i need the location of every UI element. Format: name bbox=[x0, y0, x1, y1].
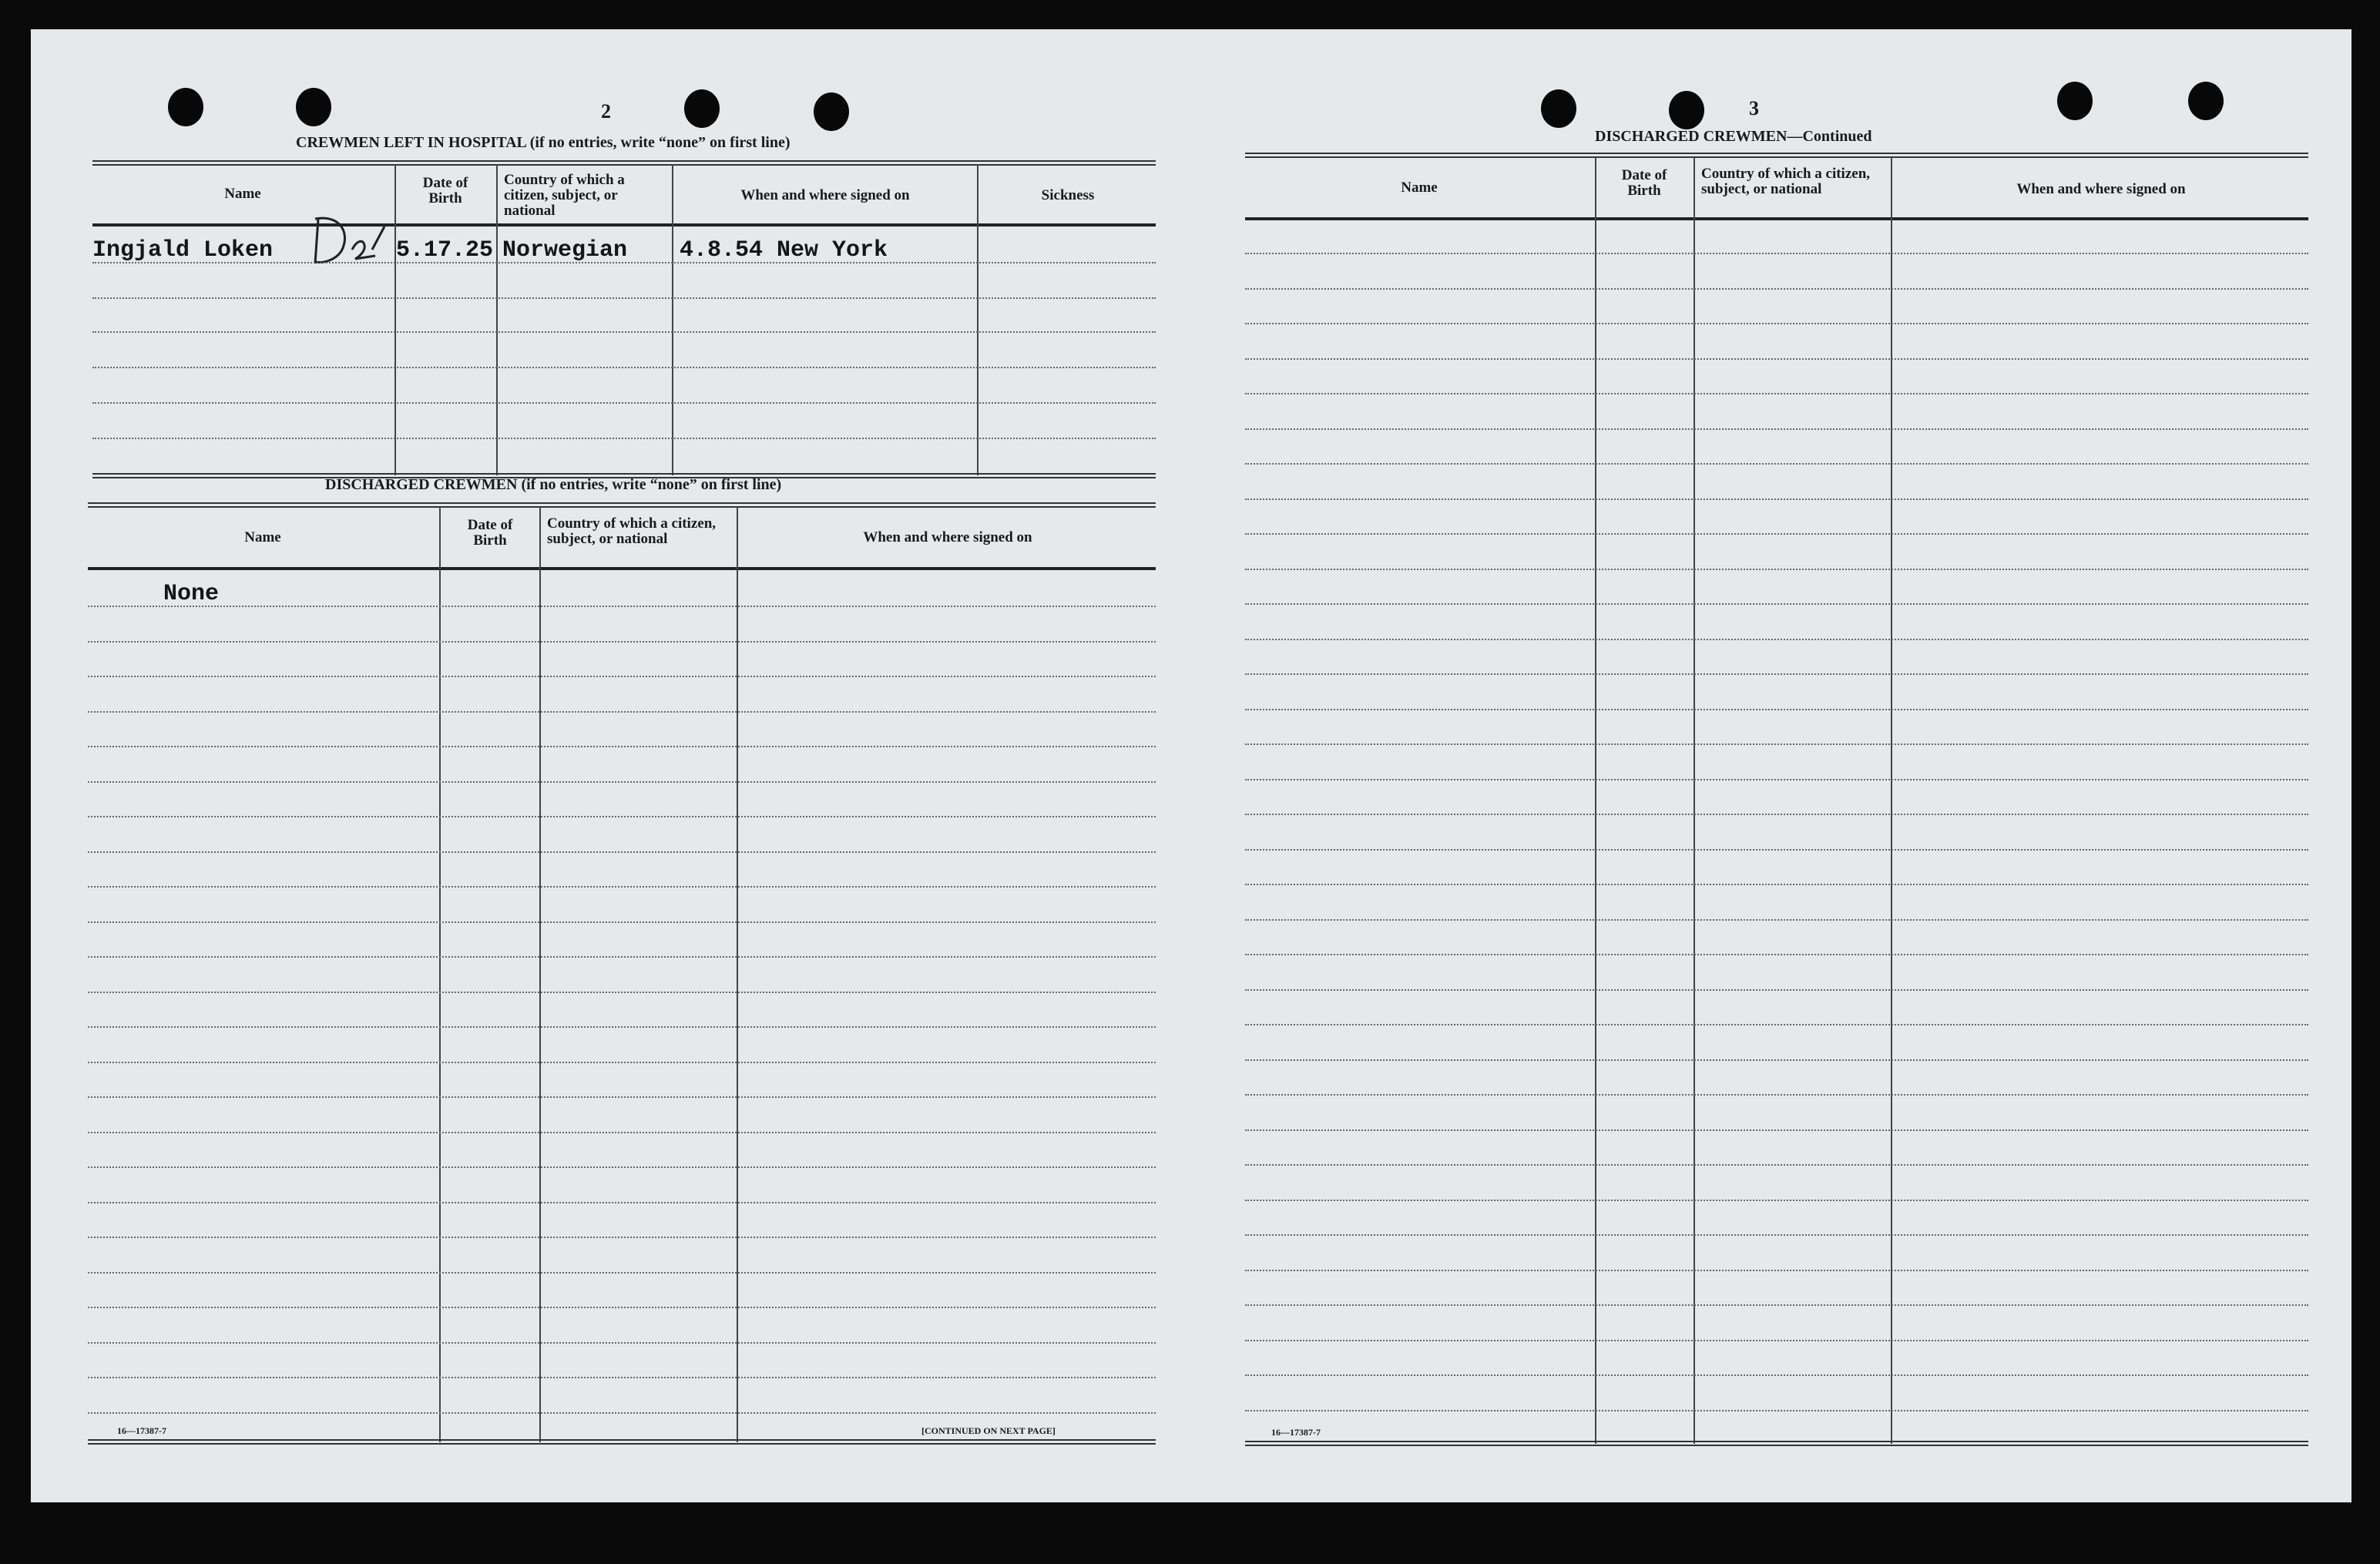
column-divider bbox=[394, 164, 396, 475]
row-line bbox=[88, 1412, 1156, 1414]
column-header-name: Name bbox=[244, 529, 281, 545]
column-divider bbox=[496, 164, 498, 475]
row-line bbox=[1245, 1129, 2308, 1131]
row-line bbox=[92, 402, 1156, 404]
form-number-left: 16—17387-7 bbox=[117, 1425, 166, 1436]
punch-hole bbox=[1541, 89, 1576, 128]
row-line bbox=[1245, 253, 2308, 254]
row-line bbox=[1245, 779, 2308, 780]
crewman-country: Norwegian bbox=[502, 237, 628, 263]
row-line bbox=[88, 781, 1156, 783]
table-bottom-rule bbox=[88, 1439, 1156, 1445]
row-line bbox=[92, 297, 1156, 299]
column-header-sickness: Sickness bbox=[1041, 187, 1095, 203]
row-line bbox=[1245, 533, 2308, 535]
row-line bbox=[1245, 1094, 2308, 1096]
row-line bbox=[88, 1026, 1156, 1028]
punch-hole bbox=[814, 92, 849, 131]
header-rule bbox=[1245, 217, 2308, 220]
column-divider bbox=[1595, 157, 1596, 1444]
column-divider bbox=[737, 507, 738, 1442]
row-line bbox=[88, 1237, 1156, 1238]
row-line bbox=[1245, 323, 2308, 324]
row-line bbox=[1245, 1374, 2308, 1376]
discharged-none-entry: None bbox=[163, 581, 220, 607]
discharged-section-title: DISCHARGED CREWMEN (if no entries, write “none” on first line) bbox=[325, 476, 782, 493]
column-header-country: Country of which a citizen, subject, or national bbox=[504, 172, 625, 219]
row-line bbox=[88, 1132, 1156, 1133]
row-line bbox=[1245, 358, 2308, 360]
row-line bbox=[1245, 1304, 2308, 1306]
row-line bbox=[1245, 1059, 2308, 1061]
row-line bbox=[1245, 1234, 2308, 1236]
row-line bbox=[1245, 884, 2308, 885]
row-line bbox=[92, 262, 1156, 263]
row-line bbox=[88, 1307, 1156, 1308]
row-line bbox=[92, 331, 1156, 333]
column-header-signed-on: When and where signed on bbox=[863, 529, 1032, 545]
row-line bbox=[88, 1062, 1156, 1063]
discharged-continued-title: DISCHARGED CREWMEN—Continued bbox=[1595, 128, 1872, 145]
row-line bbox=[88, 992, 1156, 993]
row-line bbox=[88, 1377, 1156, 1378]
column-header-country: Country of which a citizen, subject, or national bbox=[1701, 166, 1871, 197]
row-line bbox=[88, 1272, 1156, 1274]
row-line bbox=[1245, 393, 2308, 394]
crewman-date-of-birth: 5.17.25 bbox=[396, 237, 494, 263]
table-top-rule bbox=[92, 160, 1156, 166]
crewman-signed-on: 4.8.54 New York bbox=[680, 237, 888, 263]
table-bottom-rule bbox=[1245, 1441, 2308, 1446]
punch-hole bbox=[2057, 82, 2093, 120]
row-line bbox=[1245, 1410, 2308, 1411]
hospital-section-title: CREWMEN LEFT IN HOSPITAL (if no entries, write “none” on first line) bbox=[296, 134, 791, 151]
page-number-left: 2 bbox=[601, 100, 611, 123]
punch-hole bbox=[168, 88, 203, 126]
column-header-name: Name bbox=[1401, 180, 1438, 196]
row-line bbox=[1245, 743, 2308, 745]
column-divider bbox=[439, 507, 441, 1442]
row-line bbox=[92, 438, 1156, 439]
punch-hole bbox=[2188, 82, 2224, 120]
row-line bbox=[1245, 1164, 2308, 1166]
column-divider bbox=[1891, 157, 1892, 1444]
row-line bbox=[1245, 814, 2308, 815]
row-line bbox=[88, 676, 1156, 677]
row-line bbox=[1245, 919, 2308, 921]
row-line bbox=[88, 711, 1156, 713]
row-line bbox=[1245, 639, 2308, 640]
column-header-signed-on: When and where signed on bbox=[740, 187, 910, 203]
crewman-name: Ingjald Loken bbox=[92, 237, 274, 263]
row-line bbox=[1245, 288, 2308, 290]
row-line bbox=[88, 851, 1156, 853]
row-line bbox=[1245, 569, 2308, 570]
form-number-right: 16—17387-7 bbox=[1271, 1427, 1321, 1438]
row-line bbox=[1245, 954, 2308, 955]
column-divider bbox=[1694, 157, 1695, 1444]
table-top-rule bbox=[88, 502, 1156, 508]
punch-hole bbox=[1669, 91, 1704, 129]
document-sheet bbox=[31, 29, 2351, 1502]
row-line bbox=[1245, 1270, 2308, 1271]
table-top-rule bbox=[1245, 153, 2308, 158]
row-line bbox=[88, 921, 1156, 923]
row-line bbox=[88, 816, 1156, 817]
row-line bbox=[88, 641, 1156, 643]
column-divider bbox=[672, 164, 673, 475]
continued-note: [CONTINUED ON NEXT PAGE] bbox=[921, 1425, 1056, 1436]
column-header-date-of-birth: Date of Birth bbox=[1621, 167, 1667, 199]
row-line bbox=[88, 1342, 1156, 1344]
page-number-right: 3 bbox=[1749, 97, 1759, 119]
row-line bbox=[1245, 709, 2308, 710]
row-line bbox=[88, 606, 1156, 607]
row-line bbox=[1245, 673, 2308, 675]
row-line bbox=[1245, 428, 2308, 430]
punch-hole bbox=[296, 88, 331, 126]
row-line bbox=[1245, 603, 2308, 605]
row-line bbox=[88, 956, 1156, 958]
column-divider bbox=[977, 164, 979, 475]
row-line bbox=[1245, 849, 2308, 851]
column-header-country: Country of which a citizen, subject, or national bbox=[547, 515, 717, 547]
column-header-signed-on: When and where signed on bbox=[2016, 181, 2186, 197]
row-line bbox=[1245, 1024, 2308, 1025]
row-line bbox=[88, 1202, 1156, 1203]
row-line bbox=[1245, 1340, 2308, 1341]
row-line bbox=[1245, 498, 2308, 500]
row-line bbox=[88, 746, 1156, 747]
row-line bbox=[88, 1166, 1156, 1168]
header-rule bbox=[88, 567, 1156, 570]
header-rule bbox=[92, 223, 1156, 227]
column-header-date-of-birth: Date of Birth bbox=[467, 517, 513, 549]
punch-hole bbox=[684, 89, 720, 128]
column-header-date-of-birth: Date of Birth bbox=[422, 175, 468, 206]
column-divider bbox=[539, 507, 541, 1442]
row-line bbox=[1245, 1200, 2308, 1201]
row-line bbox=[1245, 989, 2308, 991]
row-line bbox=[88, 886, 1156, 888]
row-line bbox=[1245, 463, 2308, 465]
row-line bbox=[92, 367, 1156, 368]
row-line bbox=[88, 1096, 1156, 1098]
column-header-name: Name bbox=[224, 186, 261, 202]
